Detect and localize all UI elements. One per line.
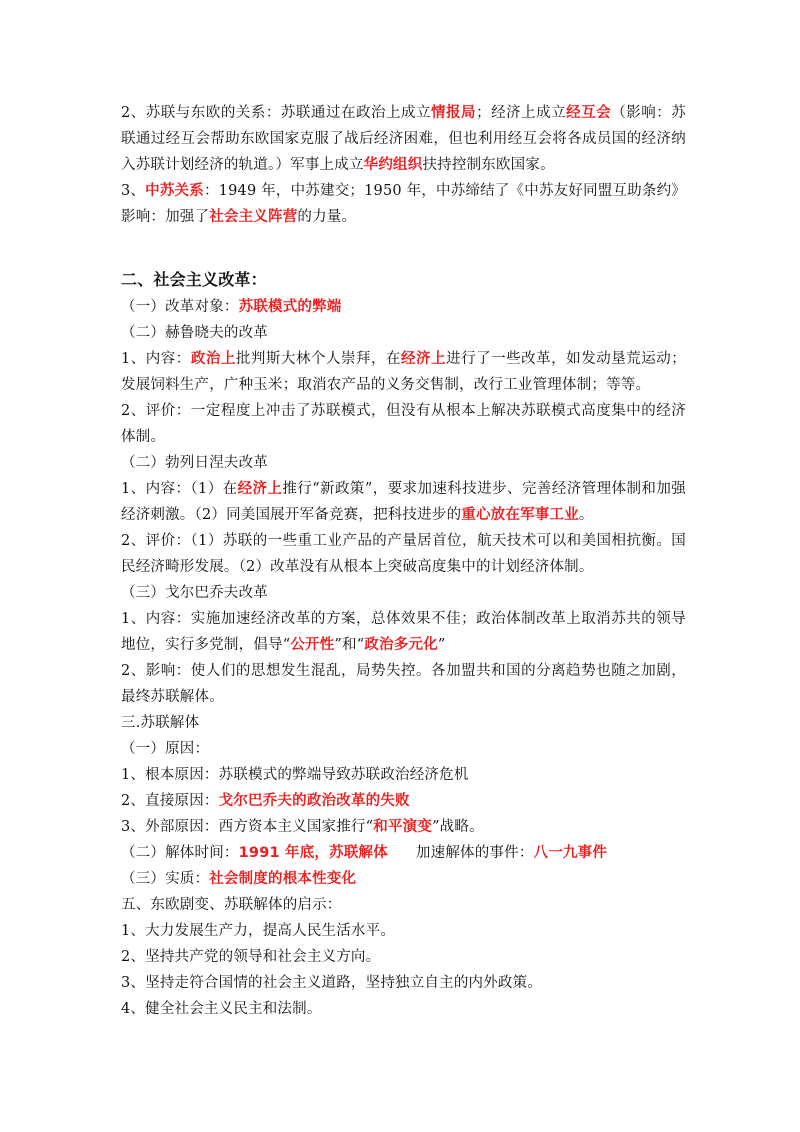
- khrushchev-heading: （二）赫鲁晓夫的改革: [121, 325, 268, 341]
- text: 加速解体的事件：: [415, 845, 534, 861]
- text: 。: [578, 507, 594, 523]
- keyword-sino-soviet: 中苏关系: [145, 183, 204, 199]
- list-item: 2、坚持共产党的领导和社会主义方向。: [121, 949, 381, 965]
- list-item: 4、健全社会主义民主和法制。: [121, 1001, 322, 1017]
- text: 1、内容：实施加速经济改革的方案，总体效果不佳；政治体制改革上取消苏共的领导地位，实行多党制，倡导“: [121, 611, 686, 653]
- text: （一）改革对象：: [121, 299, 239, 315]
- text: 1、内容：（1）在: [121, 481, 238, 497]
- brezhnev-content: [121, 476, 686, 528]
- keyword-august-coup: 八一九事件: [533, 845, 608, 861]
- sino-soviet-relations: [121, 178, 686, 230]
- text: 3、: [121, 183, 146, 199]
- keyword-economy: 经济上: [401, 351, 447, 367]
- text: ；经济上成立: [476, 105, 567, 121]
- gorbachev-heading: （三）戈尔巴乔夫改革: [121, 585, 268, 601]
- keyword-military-focus: 重心放在军事工业: [461, 507, 579, 523]
- document-content: [121, 100, 686, 1022]
- gorbachev-content: [121, 606, 686, 658]
- text: ：1949 年，中苏建交；1950 年，中苏缔结了《中苏友好同盟互助条约》影响：加强了: [121, 183, 686, 225]
- list-item: 3、坚持走符合国情的社会主义道路，坚持独立自主的内外政策。: [121, 975, 543, 991]
- keyword-comecon: 经互会: [566, 105, 612, 121]
- text: 扶持控制东欧国家。: [422, 157, 555, 173]
- list-item: 1、大力发展生产力，提高人民生活水平。: [121, 923, 396, 939]
- text: 的力量。: [297, 209, 357, 225]
- dissolution-essence: [121, 866, 686, 892]
- lessons-section-title: 五、东欧剧变、苏联解体的启示：: [121, 897, 342, 913]
- keyword-economy: 经济上: [237, 481, 283, 497]
- brezhnev-evaluation: 2、评价：（1）苏联的一些重工业产品的产量居首位，航天技术可以和美国相抗衡。国民经济畸形发展。（2）改革没有从根本上突破高度集中的计划经济体制。: [121, 533, 686, 575]
- khrushchev-content: [121, 346, 686, 398]
- text: 进行了一些改革，如发动垦荒运动；发展饲料生产，广种玉米；取消农产品的义务交售制，改行工业管理体制；等等。: [121, 351, 686, 393]
- brezhnev-heading: （二）勃列日涅夫改革: [121, 455, 268, 471]
- text: 2、直接原因：: [121, 793, 219, 809]
- keyword-politics: 政治上: [190, 351, 236, 367]
- keyword-reform-object: 苏联模式的弊端: [238, 299, 342, 315]
- keyword-dissolution-time: 1991 年底，苏联解体: [238, 845, 388, 861]
- text: 1、内容：: [121, 351, 191, 367]
- keyword-political-pluralism: 政治多元化: [364, 637, 438, 653]
- external-cause: [121, 814, 686, 840]
- text: ”: [437, 637, 446, 653]
- text: （二）解体时间：: [121, 845, 239, 861]
- text: （三）实质：: [121, 871, 210, 887]
- dissolution-section-title: 三.苏联解体: [121, 715, 200, 731]
- reform-object: [121, 294, 686, 320]
- text: ”和“: [334, 637, 365, 653]
- reform-section-title: 二、社会主义改革：: [121, 270, 267, 289]
- causes-heading: （一）原因：: [121, 741, 210, 757]
- ussr-eastern-europe-relations: [121, 100, 686, 178]
- direct-cause: [121, 788, 686, 814]
- text: 3、外部原因：西方资本主义国家推行“: [121, 819, 374, 835]
- text: 推行“新政策”，要求加速科技进步、完善经济管理体制和加强经济刺激。（2）同美国展开军备竞赛，把科技进步的: [121, 481, 686, 523]
- keyword-warsaw-pact: 华约组织: [363, 157, 423, 173]
- dissolution-time: [121, 840, 686, 866]
- text: 批判斯大林个人崇拜，在: [235, 351, 402, 367]
- root-cause: 1、根本原因：苏联模式的弊端导致苏联政治经济危机: [121, 767, 469, 783]
- keyword-intel-bureau: 情报局: [431, 105, 477, 121]
- keyword-direct-cause: 戈尔巴乔夫的政治改革的失败: [218, 793, 410, 809]
- keyword-socialist-camp: 社会主义阵营: [209, 209, 298, 225]
- text: ”战略。: [432, 819, 484, 835]
- text: 2、苏联与东欧的关系：苏联通过在政治上成立: [121, 105, 432, 121]
- gorbachev-impact: 2、影响：使人们的思想发生混乱，局势失控。各加盟共和国的分离趋势也随之加剧，最终苏联解体。: [121, 663, 686, 705]
- keyword-glasnost: 公开性: [290, 637, 335, 653]
- text: （影响：苏联通过经互会帮助东欧国家克服了战后经济困难，但也利用经互会将各成员国的经济纳入苏联计划经济的轨道。）军事上成立: [121, 105, 686, 173]
- khrushchev-evaluation: 2、评价：一定程度上冲击了苏联模式，但没有从根本上解决苏联模式高度集中的经济体制。: [121, 403, 686, 445]
- keyword-peaceful-evolution: 和平演变: [373, 819, 433, 835]
- keyword-essence: 社会制度的根本性变化: [209, 871, 357, 887]
